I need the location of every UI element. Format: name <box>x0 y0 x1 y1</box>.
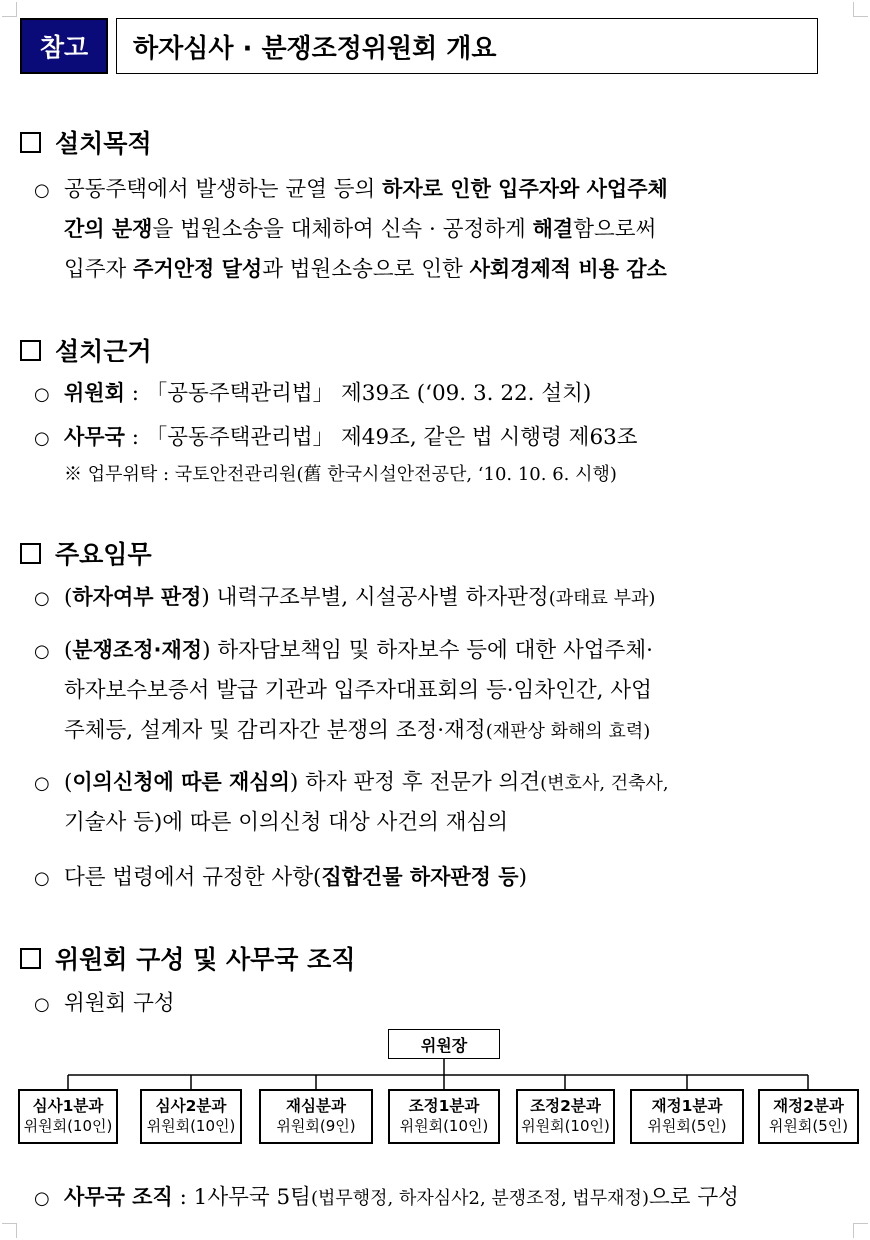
org-division-box: 재심분과 위원회(9인) <box>259 1089 373 1144</box>
basis-item-secretariat: ○ 사무국 : 「공동주택관리법」 제49조, 같은 법 시행령 제63조 <box>34 425 638 450</box>
duty-review-line-2: 기술사 등)에 따른 이의신청 대상 사건의 재심의 <box>64 810 509 835</box>
org-division-box: 심사1분과 위원회(10인) <box>18 1089 118 1144</box>
circle-bullet-icon: ○ <box>34 384 50 405</box>
purpose-line-2: 간의 분쟁을 법원소송을 대체하여 신속 · 공정하게 해결함으로써 <box>64 217 657 242</box>
duty-item-other: ○ 다른 법령에서 규정한 사항(집합건물 하자판정 등) <box>34 865 527 890</box>
section-heading-duties: 주요임무 <box>20 535 152 571</box>
duty-mediation-line-2: 하자보수보증서 발급 기관과 입주자대표회의 등·임차인간, 사업 <box>64 678 652 703</box>
circle-bullet-icon: ○ <box>34 773 50 794</box>
section-heading-purpose: 설치목적 <box>20 124 152 160</box>
org-division-box: 조정1분과 위원회(10인) <box>388 1089 500 1144</box>
circle-bullet-icon: ○ <box>34 180 50 201</box>
org-chair-box: 위원장 <box>388 1029 500 1059</box>
org-division-box: 조정2분과 위원회(10인) <box>516 1089 615 1144</box>
org-subheading: ○ 위원회 구성 <box>34 991 175 1016</box>
org-division-box: 재정1분과 위원회(5인) <box>630 1089 744 1144</box>
section-heading-basis: 설치근거 <box>20 332 152 368</box>
circle-bullet-icon: ○ <box>34 1188 50 1209</box>
duty-item-review: ○ (이의신청에 따른 재심의) 하자 판정 후 전문가 의견(변호사, 건축사, <box>34 770 669 795</box>
circle-bullet-icon: ○ <box>34 641 50 662</box>
circle-bullet-icon: ○ <box>34 428 50 449</box>
purpose-line-3: 입주자 주거안정 달성과 법원소송으로 인한 사회경제적 비용 감소 <box>64 257 667 282</box>
section-heading-organization: 위원회 구성 및 사무국 조직 <box>20 940 355 976</box>
reference-tag: 참고 <box>20 18 108 74</box>
page-title: 하자심사 · 분쟁조정위원회 개요 <box>116 18 818 74</box>
basis-note: ※ 업무위탁 : 국토안전관리원(舊 한국시설안전공단, ‘10. 10. 6. 시행) <box>64 464 617 485</box>
circle-bullet-icon: ○ <box>34 994 50 1015</box>
duty-mediation-line-3: 주체등, 설계자 및 감리자간 분쟁의 조정·재정(재판상 화해의 효력) <box>64 718 651 743</box>
purpose-paragraph: ○ 공동주택에서 발생하는 균열 등의 하자로 인한 입주자와 사업주체 <box>34 177 668 202</box>
org-division-box: 심사2분과 위원회(10인) <box>140 1089 242 1144</box>
circle-bullet-icon: ○ <box>34 868 50 889</box>
org-division-box: 재정2분과 위원회(5인) <box>758 1089 859 1144</box>
basis-item-committee: ○ 위원회 : 「공동주택관리법」 제39조 (‘09. 3. 22. 설치) <box>34 381 592 406</box>
secretariat-item: ○ 사무국 조직 : 1사무국 5팀(법무행정, 하자심사2, 분쟁조정, 법무재정)으로 구성 <box>34 1185 739 1210</box>
circle-bullet-icon: ○ <box>34 588 50 609</box>
duty-item-judgement: ○ (하자여부 판정) 내력구조부별, 시설공사별 하자판정(과태료 부과) <box>34 585 656 610</box>
duty-item-mediation: ○ (분쟁조정·재정) 하자담보책임 및 하자보수 등에 대한 사업주체· <box>34 638 653 663</box>
